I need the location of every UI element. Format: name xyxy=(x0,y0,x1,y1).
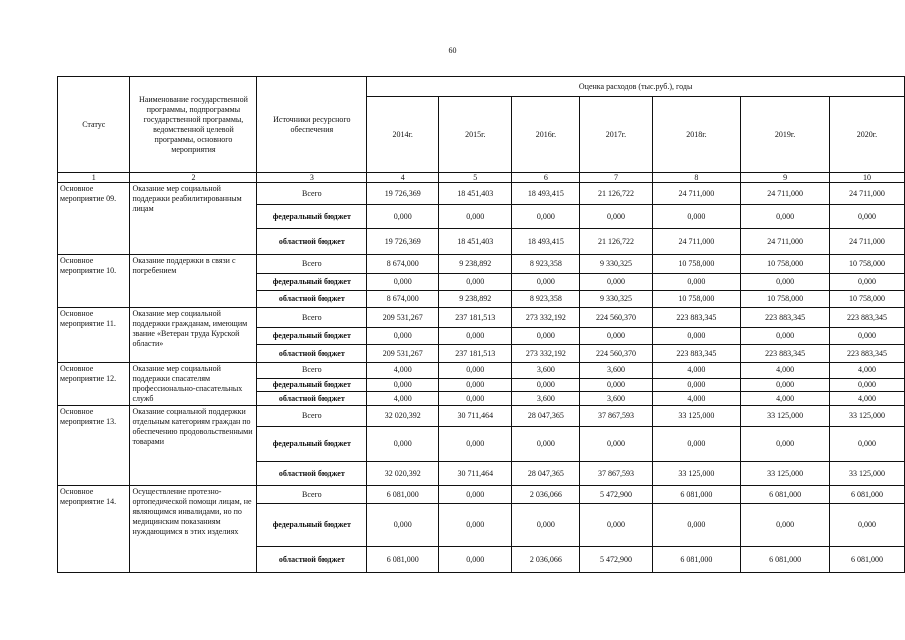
column-number: 2 xyxy=(130,173,257,183)
value-cell: 0,000 xyxy=(367,205,439,229)
value-cell: 0,000 xyxy=(512,274,580,291)
value-cell: 224 560,370 xyxy=(580,345,652,363)
value-cell: 0,000 xyxy=(580,328,652,345)
value-cell: 33 125,000 xyxy=(652,406,741,427)
value-cell: 0,000 xyxy=(652,427,741,462)
value-cell: 8 674,000 xyxy=(367,291,439,308)
value-cell: 8 923,358 xyxy=(512,255,580,274)
value-cell: 10 758,000 xyxy=(829,255,904,274)
value-cell: 0,000 xyxy=(652,378,741,392)
value-cell: 24 711,000 xyxy=(829,183,904,205)
table-row xyxy=(58,406,905,427)
value-cell: 209 531,267 xyxy=(367,308,439,328)
value-cell: 223 883,345 xyxy=(741,308,830,328)
source-cell: федеральный бюджет xyxy=(257,504,367,547)
value-cell: 10 758,000 xyxy=(741,291,830,308)
value-cell: 24 711,000 xyxy=(652,229,741,255)
value-cell: 37 867,593 xyxy=(580,406,652,427)
value-cell: 0,000 xyxy=(512,504,580,547)
value-cell: 0,000 xyxy=(439,363,512,379)
value-cell: 8 674,000 xyxy=(367,255,439,274)
value-cell: 0,000 xyxy=(580,504,652,547)
activity-name-cell: Осуществление протезно-ортопедической помощи лицам, не являющимся инвалидами, но по медицинским показаниям нуждающимся в этих изделиях xyxy=(130,486,257,573)
value-cell: 30 711,464 xyxy=(439,406,512,427)
table-row xyxy=(58,486,905,504)
value-cell: 9 238,892 xyxy=(439,291,512,308)
value-cell: 3,600 xyxy=(512,363,580,379)
value-cell: 3,600 xyxy=(512,392,580,406)
source-cell: Всего xyxy=(257,183,367,205)
value-cell: 4,000 xyxy=(652,363,741,379)
value-cell: 0,000 xyxy=(439,547,512,573)
value-cell: 0,000 xyxy=(439,378,512,392)
source-cell: федеральный бюджет xyxy=(257,427,367,462)
value-cell: 223 883,345 xyxy=(652,308,741,328)
value-cell: 2 036,066 xyxy=(512,486,580,504)
status-cell: Основное мероприятие 12. xyxy=(58,363,130,406)
value-cell: 0,000 xyxy=(652,328,741,345)
status-cell: Основное мероприятие 14. xyxy=(58,486,130,573)
value-cell: 32 020,392 xyxy=(367,462,439,486)
header-sources: Источники ресурсного обеспечения xyxy=(257,77,367,173)
source-cell: областной бюджет xyxy=(257,462,367,486)
value-cell: 0,000 xyxy=(741,328,830,345)
header-name: Наименование государственной программы, подпрограммы государственной программы, ведомственной целевой программы, основного мероприятия xyxy=(130,77,257,173)
value-cell: 8 923,358 xyxy=(512,291,580,308)
activity-name-cell: Оказание социальной поддержки отдельным категориям граждан по обеспечению продовольственными товарами xyxy=(130,406,257,486)
value-cell: 0,000 xyxy=(741,378,830,392)
value-cell: 0,000 xyxy=(580,427,652,462)
value-cell: 237 181,513 xyxy=(439,308,512,328)
header-status: Статус xyxy=(58,77,130,173)
value-cell: 18 451,403 xyxy=(439,183,512,205)
value-cell: 0,000 xyxy=(580,205,652,229)
value-cell: 0,000 xyxy=(367,504,439,547)
value-cell: 0,000 xyxy=(367,427,439,462)
page-number: 60 xyxy=(448,46,457,55)
header-year: 2017г. xyxy=(580,97,652,173)
value-cell: 237 181,513 xyxy=(439,345,512,363)
value-cell: 21 126,722 xyxy=(580,183,652,205)
value-cell: 24 711,000 xyxy=(741,183,830,205)
source-cell: федеральный бюджет xyxy=(257,274,367,291)
value-cell: 6 081,000 xyxy=(741,547,830,573)
column-number: 1 xyxy=(58,173,130,183)
column-number: 3 xyxy=(257,173,367,183)
value-cell: 273 332,192 xyxy=(512,345,580,363)
header-year: 2020г. xyxy=(829,97,904,173)
value-cell: 33 125,000 xyxy=(829,406,904,427)
value-cell: 10 758,000 xyxy=(652,291,741,308)
value-cell: 0,000 xyxy=(829,504,904,547)
activity-name-cell: Оказание мер социальной поддержки гражданам, имеющим звание «Ветеран труда Курской области» xyxy=(130,308,257,363)
column-number: 9 xyxy=(741,173,830,183)
column-number: 4 xyxy=(367,173,439,183)
value-cell: 32 020,392 xyxy=(367,406,439,427)
value-cell: 6 081,000 xyxy=(829,547,904,573)
value-cell: 4,000 xyxy=(367,363,439,379)
value-cell: 6 081,000 xyxy=(829,486,904,504)
value-cell: 4,000 xyxy=(652,392,741,406)
value-cell: 0,000 xyxy=(512,427,580,462)
value-cell: 10 758,000 xyxy=(829,291,904,308)
status-cell: Основное мероприятие 10. xyxy=(58,255,130,308)
source-cell: областной бюджет xyxy=(257,345,367,363)
value-cell: 9 238,892 xyxy=(439,255,512,274)
value-cell: 10 758,000 xyxy=(741,255,830,274)
value-cell: 18 451,403 xyxy=(439,229,512,255)
value-cell: 0,000 xyxy=(829,205,904,229)
header-year: 2014г. xyxy=(367,97,439,173)
value-cell: 273 332,192 xyxy=(512,308,580,328)
value-cell: 37 867,593 xyxy=(580,462,652,486)
activity-name-cell: Оказание поддержки в связи с погребением xyxy=(130,255,257,308)
value-cell: 6 081,000 xyxy=(367,486,439,504)
value-cell: 9 330,325 xyxy=(580,255,652,274)
value-cell: 4,000 xyxy=(829,392,904,406)
value-cell: 4,000 xyxy=(829,363,904,379)
header-year: 2015г. xyxy=(439,97,512,173)
value-cell: 0,000 xyxy=(439,486,512,504)
source-cell: областной бюджет xyxy=(257,291,367,308)
value-cell: 0,000 xyxy=(439,427,512,462)
activity-name-cell: Оказание мер социальной поддержки спасателям профессионально-спасательных служб xyxy=(130,363,257,406)
value-cell: 4,000 xyxy=(367,392,439,406)
value-cell: 0,000 xyxy=(439,205,512,229)
value-cell: 33 125,000 xyxy=(741,406,830,427)
value-cell: 24 711,000 xyxy=(741,229,830,255)
table-row xyxy=(58,183,905,205)
column-numbers-row xyxy=(58,173,905,183)
status-cell: Основное мероприятие 11. xyxy=(58,308,130,363)
value-cell: 6 081,000 xyxy=(367,547,439,573)
column-number: 10 xyxy=(829,173,904,183)
source-cell: областной бюджет xyxy=(257,547,367,573)
value-cell: 0,000 xyxy=(439,274,512,291)
header-year: 2018г. xyxy=(652,97,741,173)
value-cell: 223 883,345 xyxy=(741,345,830,363)
value-cell: 223 883,345 xyxy=(829,308,904,328)
value-cell: 223 883,345 xyxy=(829,345,904,363)
value-cell: 5 472,900 xyxy=(580,486,652,504)
value-cell: 209 531,267 xyxy=(367,345,439,363)
table-row xyxy=(58,363,905,379)
value-cell: 33 125,000 xyxy=(741,462,830,486)
value-cell: 0,000 xyxy=(580,274,652,291)
table-row xyxy=(58,308,905,328)
status-cell: Основное мероприятие 09. xyxy=(58,183,130,255)
column-number: 5 xyxy=(439,173,512,183)
value-cell: 0,000 xyxy=(829,274,904,291)
value-cell: 10 758,000 xyxy=(652,255,741,274)
value-cell: 9 330,325 xyxy=(580,291,652,308)
value-cell: 0,000 xyxy=(829,328,904,345)
value-cell: 28 047,365 xyxy=(512,406,580,427)
value-cell: 5 472,900 xyxy=(580,547,652,573)
source-cell: областной бюджет xyxy=(257,392,367,406)
source-cell: Всего xyxy=(257,308,367,328)
value-cell: 0,000 xyxy=(512,378,580,392)
source-cell: федеральный бюджет xyxy=(257,378,367,392)
value-cell: 21 126,722 xyxy=(580,229,652,255)
column-number: 6 xyxy=(512,173,580,183)
value-cell: 0,000 xyxy=(512,205,580,229)
value-cell: 0,000 xyxy=(829,378,904,392)
value-cell: 0,000 xyxy=(367,378,439,392)
value-cell: 0,000 xyxy=(512,328,580,345)
source-cell: Всего xyxy=(257,406,367,427)
activity-name-cell: Оказание мер социальной поддержки реабилитированным лицам xyxy=(130,183,257,255)
value-cell: 4,000 xyxy=(741,392,830,406)
source-cell: федеральный бюджет xyxy=(257,205,367,229)
value-cell: 0,000 xyxy=(652,504,741,547)
header-year: 2019г. xyxy=(741,97,830,173)
value-cell: 33 125,000 xyxy=(652,462,741,486)
value-cell: 224 560,370 xyxy=(580,308,652,328)
source-cell: федеральный бюджет xyxy=(257,328,367,345)
value-cell: 6 081,000 xyxy=(652,547,741,573)
value-cell: 0,000 xyxy=(741,504,830,547)
column-number: 7 xyxy=(580,173,652,183)
value-cell: 3,600 xyxy=(580,363,652,379)
value-cell: 0,000 xyxy=(741,205,830,229)
value-cell: 0,000 xyxy=(652,205,741,229)
value-cell: 0,000 xyxy=(741,427,830,462)
value-cell: 0,000 xyxy=(439,504,512,547)
value-cell: 2 036,066 xyxy=(512,547,580,573)
column-number: 8 xyxy=(652,173,741,183)
value-cell: 33 125,000 xyxy=(829,462,904,486)
header-estimate: Оценка расходов (тыс.руб.), годы xyxy=(367,77,905,97)
value-cell: 0,000 xyxy=(580,378,652,392)
header-row-top xyxy=(58,77,905,97)
value-cell: 6 081,000 xyxy=(741,486,830,504)
value-cell: 0,000 xyxy=(741,274,830,291)
source-cell: Всего xyxy=(257,486,367,504)
value-cell: 0,000 xyxy=(829,427,904,462)
value-cell: 223 883,345 xyxy=(652,345,741,363)
value-cell: 19 726,369 xyxy=(367,183,439,205)
value-cell: 0,000 xyxy=(439,328,512,345)
value-cell: 28 047,365 xyxy=(512,462,580,486)
source-cell: Всего xyxy=(257,363,367,379)
source-cell: Всего xyxy=(257,255,367,274)
value-cell: 24 711,000 xyxy=(652,183,741,205)
table-row xyxy=(58,255,905,274)
value-cell: 0,000 xyxy=(439,392,512,406)
value-cell: 0,000 xyxy=(652,274,741,291)
value-cell: 18 493,415 xyxy=(512,183,580,205)
header-year: 2016г. xyxy=(512,97,580,173)
value-cell: 4,000 xyxy=(741,363,830,379)
value-cell: 18 493,415 xyxy=(512,229,580,255)
value-cell: 24 711,000 xyxy=(829,229,904,255)
value-cell: 0,000 xyxy=(367,274,439,291)
value-cell: 0,000 xyxy=(367,328,439,345)
value-cell: 3,600 xyxy=(580,392,652,406)
expenses-table xyxy=(57,76,905,573)
source-cell: областной бюджет xyxy=(257,229,367,255)
value-cell: 6 081,000 xyxy=(652,486,741,504)
value-cell: 30 711,464 xyxy=(439,462,512,486)
value-cell: 19 726,369 xyxy=(367,229,439,255)
status-cell: Основное мероприятие 13. xyxy=(58,406,130,486)
